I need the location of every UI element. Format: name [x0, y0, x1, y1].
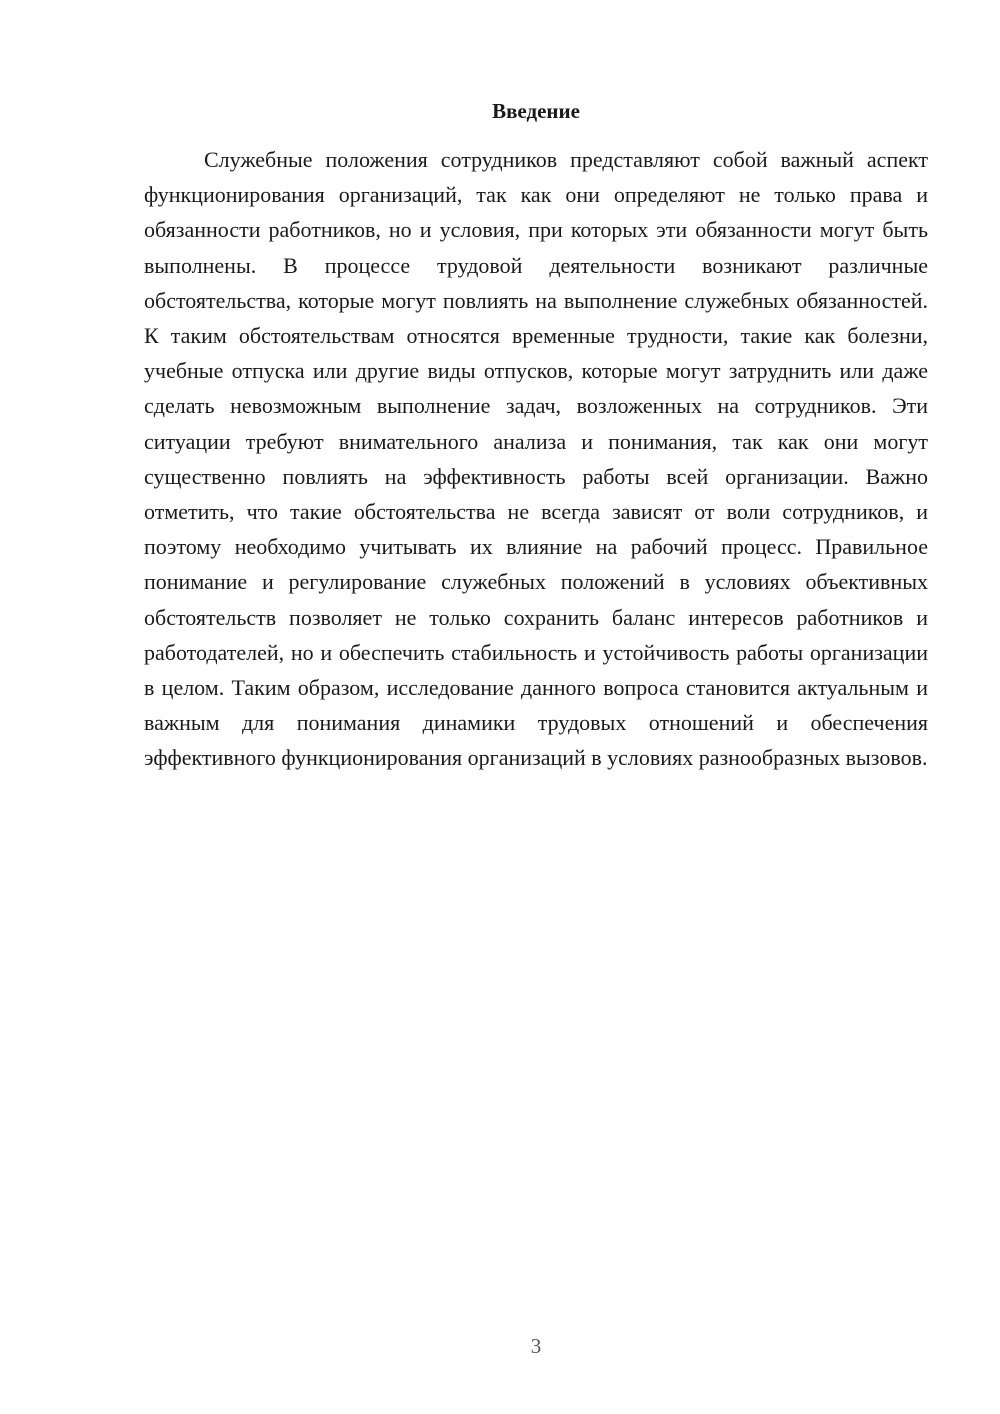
section-heading: Введение [492, 99, 580, 123]
body-paragraph: Служебные положения сотрудников представляют собой важный аспект функционирования организаций, так как они определяют не только права и обязанности работников, но и условия, при которых эти обязанности могут быть выполнены. В процессе трудовой деятельности возникают различные обстоятельства, которые могут повлиять на выполнение служебных обязанностей. К таким обстоятельствам относятся временные трудности, такие как болезни, учебные отпуска или другие виды отпусков, которые могут затруднить или даже сделать невозможным выполнение задач, возложенных на сотрудников. Эти ситуации требуют внимательного анализа и понимания, так как они могут существенно повлиять на эффективность работы всей организации. Важно отметить, что такие обстоятельства не всегда зависят от воли сотрудников, и поэтому необходимо учитывать их влияние на рабочий процесс. Правильное понимание и регулирование служебных положений в условиях объективных обстоятельств позволяет не только сохранить баланс интересов работников и работодателей, но и обеспечить стабильность и устойчивость работы организации в целом. Таким образом, исследование данного вопроса становится актуальным и важным для понимания динамики трудовых отношений и обеспечения эффективного функционирования организаций в условиях разнообразных вызовов. [144, 147, 928, 771]
page-number: 3 [530, 1334, 542, 1358]
